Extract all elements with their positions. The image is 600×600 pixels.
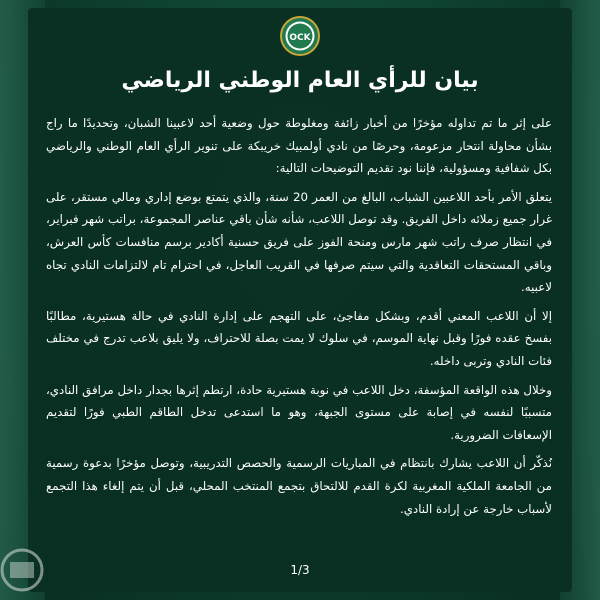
paragraph-intro: على إثر ما تم تداوله مؤخرًا من أخبار زائفة ومغلوطة حول وضعية أحد لاعبينا الشبان، وتحديدًا ما راج بشأن محاولة انتحار مزعومة، وحرصًا من نادي أولمبيك خريبكة على تنوير الرأي العام الوطني والرياضي بكل شفافية ومسؤولية، فإننا نود تقديم التوضيحات التالية: bbox=[46, 116, 552, 176]
page-number: 1/3 bbox=[290, 563, 310, 577]
club-crest-icon bbox=[280, 16, 320, 56]
club-crest-text: OCK bbox=[289, 33, 311, 43]
statement-title: بيان للرأي العام الوطني الرياضي bbox=[121, 68, 479, 93]
paragraph-player-status: يتعلق الأمر بأحد اللاعبين الشباب، البالغ من العمر 20 سنة، والذي يتمتع بوضع إداري ومالي مستقر، على غرار جميع زملائه داخل الفريق. وقد توصل اللاعب، شأنه شأن باقي عناصر المجموعة، براتب شهر فبراير، في انتظار صرف راتب شهر مارس ومنحة الفوز على فريق حسنية أكادير برسم منافسات كأس العرش، وباقي المستحقات التعاقدية والتي سيتم صرفها في القريب العاجل، في احترام تام لالتزامات النادي تجاه لاعبيه. bbox=[46, 189, 552, 295]
paragraph-injury: وخلال هذه الواقعة المؤسفة، دخل اللاعب في نوبة هستيرية حادة، ارتطم إثرها بجدار داخل مرافق النادي، متسببًا لنفسه في إصابة على مستوى الجبهة، وهو ما استدعى تدخل الطاقم الطبي فورًا لتقديم الإسعافات الضرورية. bbox=[46, 382, 552, 442]
stadium-emblem-icon bbox=[0, 520, 60, 600]
statement-body bbox=[46, 112, 552, 526]
paragraph-incident: إلا أن اللاعب المعني أقدم، وبشكل مفاجئ، على التهجم على إدارة النادي في حالة هستيرية، مطالبًا بفسخ عقده فورًا وقبل نهاية الموسم، في سلوك لا يمت بصلة للاحتراف، ولا يليق بلاعب تدرج في مختلف فئات النادي وتربى داخله. bbox=[46, 308, 552, 368]
paragraph-reminder: نُذكّر أن اللاعب يشارك بانتظام في المباريات الرسمية والحصص التدريبية، وتوصل مؤخرًا بدعوة رسمية من الجامعة الملكية المغربية لكرة القدم للالتحاق بتجمع المنتخب المحلي، قبل أن يتم إلغاء هذا التجمع لأسباب خارجة عن إرادة النادي. bbox=[46, 456, 552, 516]
